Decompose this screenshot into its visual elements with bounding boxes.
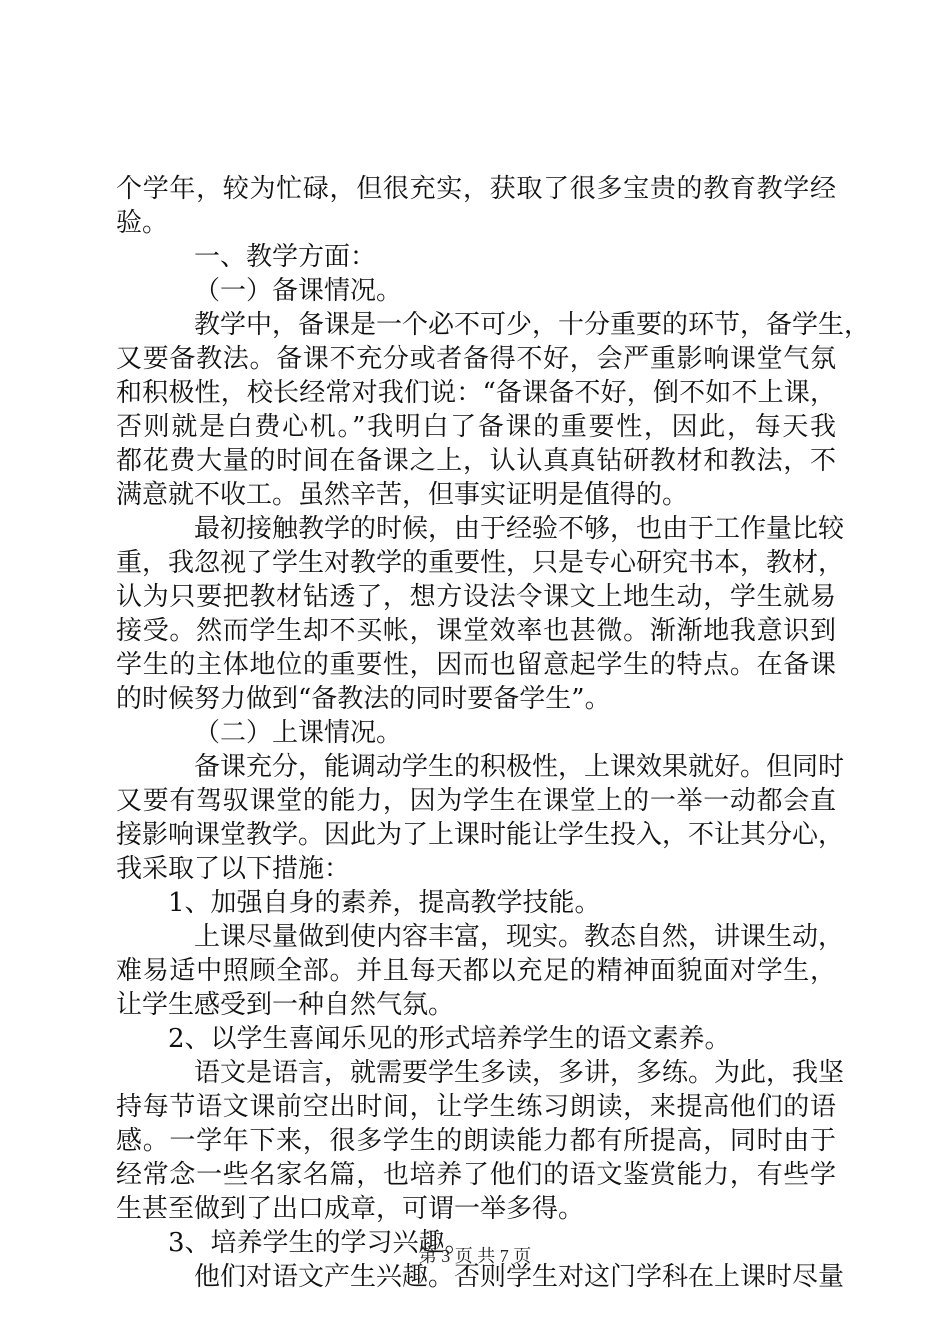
text-line: 他们对语文产生兴趣。否则学生对这门学科在上课时尽量	[194, 1262, 845, 1292]
text-line: 感。一学年下来，很多学生的朗读能力都有所提高，同时由于	[116, 1126, 836, 1156]
text-line: 生甚至做到了出口成章，可谓一举多得。	[116, 1194, 585, 1224]
text-line: 满意就不收工。虽然辛苦，但事实证明是值得的。	[116, 480, 689, 510]
text-line: （一）备课情况。	[194, 276, 403, 306]
text-line: 3、培养学生的学习兴趣。	[168, 1228, 471, 1258]
text-line: 又要备教法。备课不充分或者备得不好，会严重影响课堂气氛	[116, 344, 836, 374]
text-line: 2、以学生喜闻乐见的形式培养学生的语文素养。	[168, 1024, 731, 1054]
document-body	[116, 172, 871, 1294]
text-line: 验。	[116, 208, 169, 238]
text-line: 接影响课堂教学。因此为了上课时能让学生投入，不让其分心，	[116, 820, 845, 850]
text-line: 我采取了以下措施：	[116, 854, 351, 884]
text-line: 教学中，备课是一个必不可少，十分重要的环节，备学生，	[194, 310, 871, 340]
text-line: 又要有驾驭课堂的能力，因为学生在课堂上的一举一动都会直	[116, 786, 836, 816]
text-line: 语文是语言，就需要学生多读，多讲，多练。为此，我坚	[194, 1058, 845, 1088]
text-line: 一、教学方面：	[194, 242, 377, 272]
text-line: 持每节语文课前空出时间，让学生练习朗读，来提高他们的语	[116, 1092, 836, 1122]
text-line: 重，我忽视了学生对教学的重要性，只是专心研究书本，教材，	[116, 548, 845, 578]
text-line: 的时候努力做到“备教法的同时要备学生”。	[116, 684, 611, 714]
text-line: 备课充分，能调动学生的积极性，上课效果就好。但同时	[194, 752, 845, 782]
page-footer: 第 3 页 共 7 页	[418, 1246, 532, 1266]
text-line: 认为只要把教材钻透了，想方设法令课文上地生动，学生就易	[116, 582, 836, 612]
text-line: 上课尽量做到使内容丰富，现实。教态自然，讲课生动，	[194, 922, 845, 952]
text-line: 1、加强自身的素养，提高教学技能。	[168, 888, 601, 918]
text-line: 难易适中照顾全部。并且每天都以充足的精神面貌面对学生，	[116, 956, 836, 986]
text-line: 都花费大量的时间在备课之上，认认真真钻研教材和教法，不	[116, 446, 836, 476]
text-line: 个学年，较为忙碌，但很充实，获取了很多宝贵的教育教学经	[116, 174, 836, 204]
text-line: 学生的主体地位的重要性，因而也留意起学生的特点。在备课	[116, 650, 836, 680]
text-line: 经常念一些名家名篇，也培养了他们的语文鉴赏能力，有些学	[116, 1160, 836, 1190]
text-line: 和积极性，校长经常对我们说：“备课备不好，倒不如不上课，	[116, 378, 836, 408]
text-line: 接受。然而学生却不买帐，课堂效率也甚微。渐渐地我意识到	[116, 616, 836, 646]
text-line: 让学生感受到一种自然气氛。	[116, 990, 455, 1020]
text-line: 否则就是白费心机。”我明白了备课的重要性，因此，每天我	[116, 412, 836, 442]
text-line: （二）上课情况。	[194, 718, 403, 748]
text-line: 最初接触教学的时候，由于经验不够，也由于工作量比较	[194, 514, 845, 544]
